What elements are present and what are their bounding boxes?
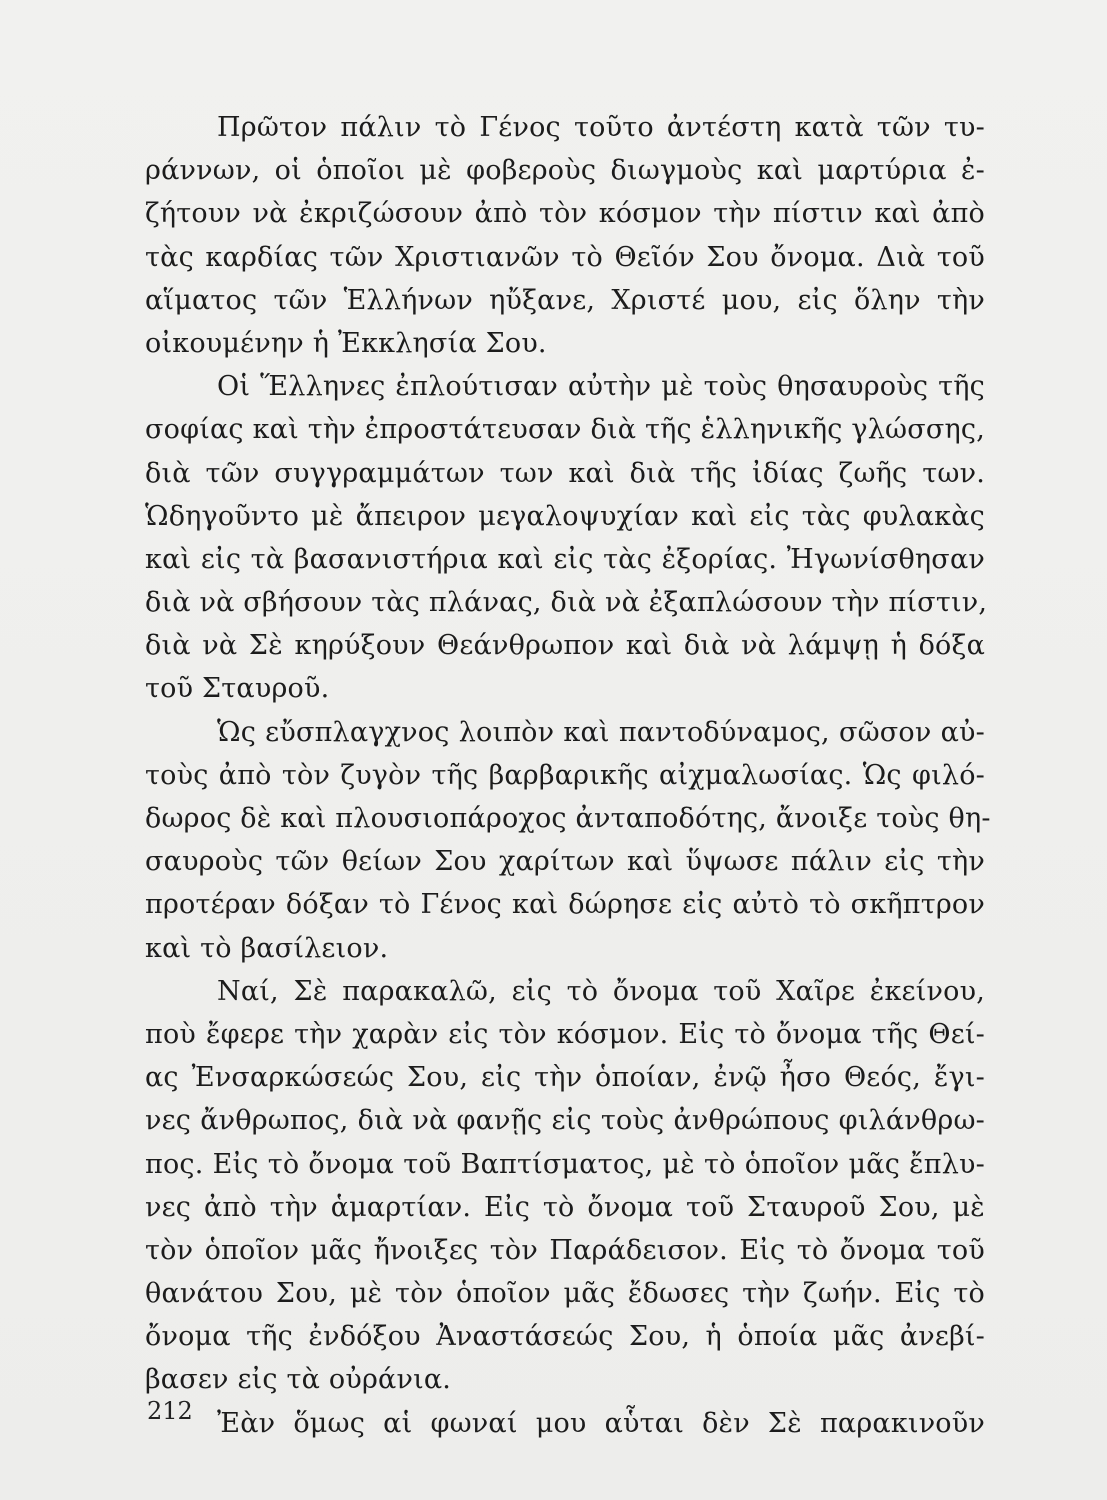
text-line: Ὡδηγοῦντο μὲ ἄπειρον μεγαλοψυχίαν καὶ εἰς τὰς φυλακὰς [145,500,985,532]
text-line: σοφίας καὶ τὴν ἐπροστάτευσαν διὰ τῆς ἑλληνικῆς γλώσσης, [145,414,985,446]
text-line: ράννων, οἱ ὁποῖοι μὲ φοβεροὺς διωγμοὺς καὶ μαρτύρια ἐ- [145,155,985,187]
text-line: τὰς καρδίας τῶν Χριστιανῶν τὸ Θεῖόν Σου ὄνομα. Διὰ τοῦ [145,241,985,273]
text-line: τοὺς ἀπὸ τὸν ζυγὸν τῆς βαρβαρικῆς αἰχμαλωσίας. Ὡς φιλό- [145,759,985,791]
page-number: 212 [147,1397,193,1425]
text-line: προτέραν δόξαν τὸ Γένος καὶ δώρησε εἰς αὐτὸ τὸ σκῆπτρον [145,889,985,921]
text-line: καὶ εἰς τὰ βασανιστήρια καὶ εἰς τὰς ἐξορίας. Ἠγωνίσθησαν [145,543,985,575]
text-line: τοῦ Σταυροῦ. [145,673,330,705]
text-line: νες ἄνθρωπος, διὰ νὰ φανῇς εἰς τοὺς ἀνθρώπους φιλάνθρω- [145,1105,985,1137]
text-line: ὄνομα τῆς ἐνδόξου Ἀναστάσεώς Σου, ἡ ὁποία μᾶς ἀνεβί- [145,1321,985,1353]
text-line: πος. Εἰς τὸ ὄνομα τοῦ Βαπτίσματος, μὲ τὸ ὁποῖον μᾶς ἔπλυ- [145,1148,985,1180]
text-line: θανάτου Σου, μὲ τὸν ὁποῖον μᾶς ἔδωσες τὴν ζωήν. Εἰς τὸ [145,1278,985,1310]
text-line: ας Ἐνσαρκώσεώς Σου, εἰς τὴν ὁποίαν, ἐνῷ ἦσο Θεός, ἔγι- [145,1062,985,1094]
text-line: Οἱ Ἕλληνες ἐπλούτισαν αὐτὴν μὲ τοὺς θησαυροὺς τῆς [217,371,985,403]
text-line: βασεν εἰς τὰ οὐράνια. [145,1364,452,1396]
text-line: δωρος δὲ καὶ πλουσιοπάροχος ἀνταποδότης, ἄνοιξε τοὺς θη- [145,803,991,834]
text-line: νες ἀπὸ τὴν ἁμαρτίαν. Εἰς τὸ ὄνομα τοῦ Σταυροῦ Σου, μὲ [145,1191,985,1223]
text-line: Πρῶτον πάλιν τὸ Γένος τοῦτο ἀντέστη κατὰ τῶν τυ- [217,112,985,143]
body-text [145,106,991,1445]
text-line: σαυροὺς τῶν θείων Σου χαρίτων καὶ ὕψωσε πάλιν εἰς τὴν [145,846,985,878]
text-line: ποὺ ἔφερε τὴν χαρὰν εἰς τὸν κόσμον. Εἰς τὸ ὄνομα τῆς Θεί- [145,1018,985,1050]
text-line: Ὡς εὔσπλαγχνος λοιπὸν καὶ παντοδύναμος, σῶσον αὐ- [217,716,985,748]
text-line: Ἐὰν ὅμως αἱ φωναί μου αὗται δὲν Σὲ παρακινοῦν [217,1407,985,1439]
text-line: διὰ νὰ σβήσουν τὰς πλάνας, διὰ νὰ ἐξαπλώσουν τὴν πίστιν, [145,587,988,619]
text-line: Ναί, Σὲ παρακαλῶ, εἰς τὸ ὄνομα τοῦ Χαῖρε ἐκείνου, [217,975,985,1007]
text-line: καὶ τὸ βασίλειον. [145,932,389,964]
text-line: διὰ νὰ Σὲ κηρύξουν Θεάνθρωπον καὶ διὰ νὰ λάμψῃ ἡ δόξα [145,630,985,662]
text-line: διὰ τῶν συγγραμμάτων των καὶ διὰ τῆς ἰδίας ζωῆς των. [145,457,985,489]
text-line: ζήτουν νὰ ἐκριζώσουν ἀπὸ τὸν κόσμον τὴν πίστιν καὶ ἀπὸ [145,198,985,230]
text-line: τὸν ὁποῖον μᾶς ἤνοιξες τὸν Παράδεισον. Εἰς τὸ ὄνομα τοῦ [145,1234,985,1266]
text-line: αἵματος τῶν Ἑλλήνων ηὔξανε, Χριστέ μου, εἰς ὅλην τὴν [145,284,985,316]
text-line: οἰκουμένην ἡ Ἐκκλησία Σου. [145,327,547,359]
